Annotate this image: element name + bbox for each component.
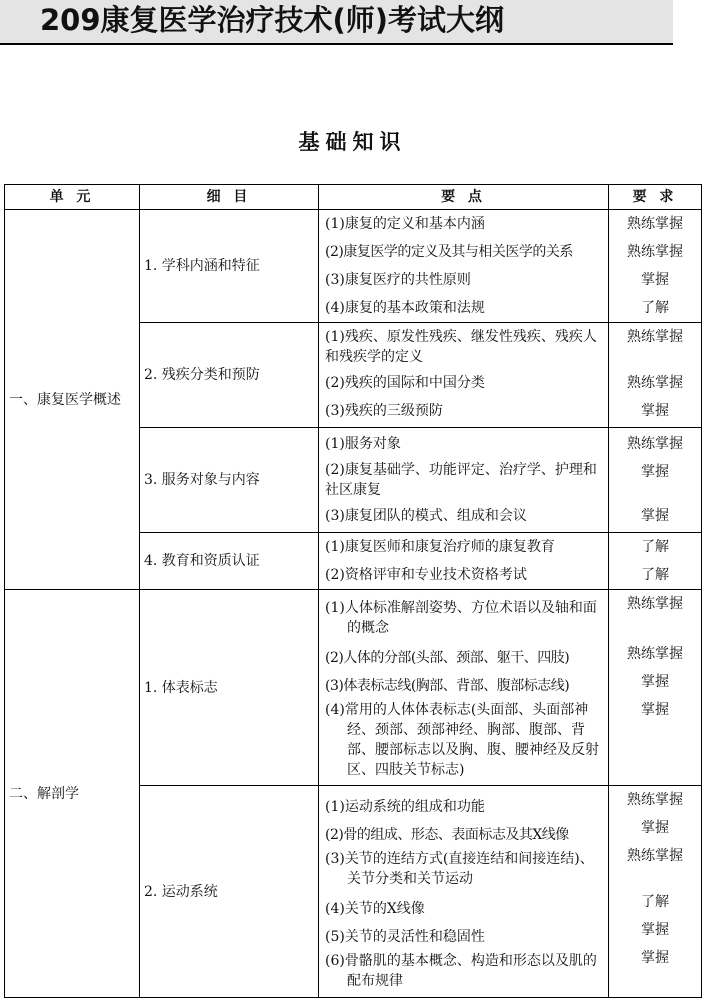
unit-cell: 二、解剖学 (5, 590, 140, 998)
point-text: (1)服务对象 (325, 436, 401, 452)
requirement-text: 了解 (641, 894, 669, 910)
header-requirement: 要 求 (609, 185, 702, 210)
point-text: (4)康复的基本政策和法规 (325, 300, 485, 316)
requirement-text: 熟练掌握 (627, 596, 683, 612)
item-cell: 1. 体表标志 (140, 590, 319, 786)
requirement-text: 熟练掌握 (627, 244, 683, 260)
requirement-cell (609, 323, 702, 428)
points-cell (319, 210, 609, 323)
point-text: (2)骨的组成、形态、表面标志及其X线像 (325, 826, 569, 843)
points-cell (319, 533, 609, 590)
point-text: (3)康复医疗的共性原则 (325, 272, 471, 288)
point-text: (1)残疾、原发性残疾、继发性残疾、残疾人和残疾学的定义 (325, 329, 597, 365)
requirement-text: 熟练掌握 (627, 329, 683, 345)
requirement-cell (609, 428, 702, 533)
requirement-text: 掌握 (641, 508, 669, 524)
requirement-text: 熟练掌握 (627, 646, 683, 662)
section-title: 基础知识 (298, 130, 407, 154)
point-text: (2)残疾的国际和中国分类 (325, 375, 485, 391)
requirement-cell (609, 533, 702, 590)
table-row (5, 210, 702, 323)
requirement-text: 掌握 (641, 820, 669, 836)
point-text: (2)人体的分部(头部、颈部、躯干、四肢) (325, 649, 570, 666)
point-text: (4)常用的人体体表标志(头面部、头面部神经、颈部、颈部神经、胸部、腹部、背部、腰部标志以及胸、腹、腰神经及反射区、四肢关节标志) (325, 701, 599, 778)
requirement-text: 掌握 (641, 674, 669, 690)
points-cell (319, 590, 609, 786)
point-text: (6)骨骼肌的基本概念、构造和形态以及肌的配布规律 (325, 952, 597, 989)
header-unit: 单 元 (5, 185, 140, 210)
point-text: (3)康复团队的模式、组成和会议 (325, 508, 527, 524)
item-cell: 2. 残疾分类和预防 (140, 323, 319, 428)
requirement-text: 熟练掌握 (627, 792, 683, 808)
header-points: 要 点 (319, 185, 609, 210)
points-cell (319, 428, 609, 533)
requirement-text: 掌握 (641, 403, 669, 419)
points-cell (319, 323, 609, 428)
point-text: (2)康复医学的定义及其与相关医学的关系 (325, 244, 573, 260)
requirement-text: 熟练掌握 (627, 216, 683, 232)
item-cell: 2. 运动系统 (140, 786, 319, 998)
requirement-text: 掌握 (641, 702, 669, 718)
requirement-text: 熟练掌握 (627, 848, 683, 864)
syllabus-table (4, 184, 702, 998)
point-text: (3)残疾的三级预防 (325, 403, 443, 419)
requirement-text: 掌握 (641, 272, 669, 288)
points-cell (319, 786, 609, 998)
requirement-cell (609, 210, 702, 323)
point-text: (2)康复基础学、功能评定、治疗学、护理和社区康复 (325, 462, 597, 498)
requirement-text: 掌握 (641, 464, 669, 480)
document-title-bar (0, 0, 673, 45)
item-cell: 4. 教育和资质认证 (140, 533, 319, 590)
requirement-text: 熟练掌握 (627, 436, 683, 452)
requirement-cell (609, 590, 702, 786)
requirement-text: 了解 (641, 567, 669, 583)
requirement-cell (609, 786, 702, 998)
point-text: (2)资格评审和专业技术资格考试 (325, 567, 527, 583)
table-header-row (5, 185, 702, 210)
item-cell: 1. 学科内涵和特征 (140, 210, 319, 323)
point-text: (3)关节的连结方式(直接连结和间接连结)、关节分类和关节运动 (325, 850, 594, 887)
requirement-text: 掌握 (641, 922, 669, 938)
point-text: (1)运动系统的组成和功能 (325, 798, 485, 815)
point-text: (1)康复的定义和基本内涵 (325, 216, 485, 232)
requirement-text: 熟练掌握 (627, 375, 683, 391)
requirement-text: 了解 (641, 539, 669, 555)
header-item: 细 目 (140, 185, 319, 210)
point-text: (5)关节的灵活性和稳固性 (325, 928, 485, 945)
requirement-text: 了解 (641, 300, 669, 316)
point-text: (1)人体标准解剖姿势、方位术语以及轴和面的概念 (325, 599, 597, 636)
unit-cell: 一、康复医学概述 (5, 210, 140, 590)
item-cell: 3. 服务对象与内容 (140, 428, 319, 533)
document-title: 209康复医学治疗技术(师)考试大纲 (40, 3, 505, 37)
point-text: (3)体表标志线(胸部、背部、腹部标志线) (325, 677, 570, 694)
point-text: (4)关节的X线像 (325, 900, 425, 917)
table-row (5, 590, 702, 786)
point-text: (1)康复医师和康复治疗师的康复教育 (325, 539, 555, 555)
requirement-text: 掌握 (641, 950, 669, 966)
